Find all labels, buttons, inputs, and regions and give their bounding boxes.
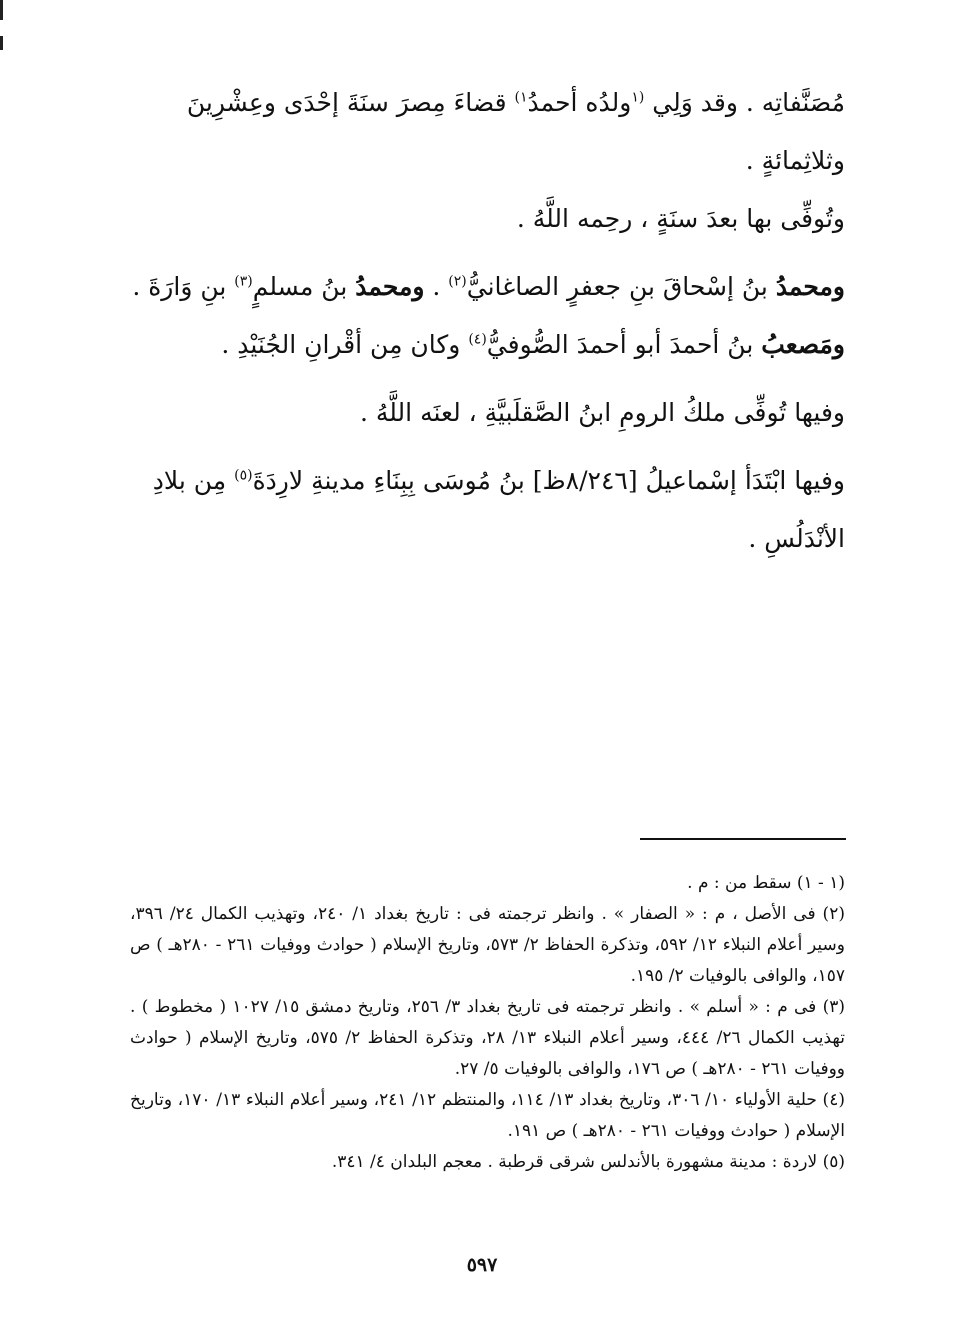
footnote-ref-1-open[interactable]: (١ (631, 89, 645, 106)
paragraph-1: مُصَنَّفاتِه . وقد وَلِي $^{(١}$ولدُه أحمدُ$^{١)}$ قضاءَ مِصرَ سنَةَ إحْدَى وعِشْرِينَ وثلاثِمائةٍ . وتُوفِّى بها بعدَ سنَةٍ ، رحِمه اللَّهُ . (186, 88, 845, 233)
name-muhammad-2: ومحمدُ (355, 272, 425, 301)
name-muhammad-1: ومحمدُ (775, 272, 845, 301)
page-number: ٥٩٧ (466, 1254, 498, 1276)
footnote-ref-1-close[interactable]: ١) (514, 89, 528, 106)
footnote-5: (٥) لاردة : مدينة مشهورة بالأندلس شرقى قرطبة . معجم البلدان ٤/ ٣٤١. (331, 1152, 845, 1172)
footnote-1: (١ - ١) سقط من : م . (687, 873, 845, 893)
footnote-4: (٤) حلية الأولياء ١٠/ ٣٠٦، وتاريخ بغداد ١٣/ ١١٤، والمنتظم ١٢/ ٢٤١، وسير أعلام النبلاء ١٣/ ١٧٠، وتاريخ الإسلام ( حوادث ووفيات ٢٦١ - ٢٨٠هـ ) ص ١٩١. (130, 1090, 845, 1141)
footnote-ref-2[interactable]: (٢) (448, 273, 467, 290)
name-musab: ومَصعبُ (761, 330, 845, 359)
footnote-ref-5[interactable]: (٥) (234, 467, 253, 484)
footnote-3: (٣) فى م : « أسلم » . وانظر ترجمته فى تاريخ بغداد ٣/ ٢٥٦، وتاريخ دمشق ١٥/ ١٠٢٧ ( مخطوط ) . تهذيب الكمال ٢٦/ ٤٤٤، وسير أعلام النبلاء ١٣/ ٢٨، وتذكرة الحفاظ ٢/ ٥٧٥، وتاريخ الإسلام ( حوادث ووفيات ٢٦١ - ٢٨٠هـ ) ص ١٧٦، والوافى بالوفيات ٥/ ٢٧. (130, 997, 846, 1079)
main-text (130, 74, 845, 568)
paragraph-2: ومحمدُ بنُ إسْحاقَ بنِ جعفرٍ الصاغانيُّ$^{(٢)}$ . ومحمدُ بنُ مسلمٍ$^{(٣)}$ بنِ وَارَةَ . ومَصعبُ بنُ أحمدَ أبو أحمدَ الصُّوفيُّ$^{(٤)}$ وكان مِن أقْرانِ الجُنَيْدِ . (132, 272, 845, 359)
footnote-ref-3[interactable]: (٣) (234, 273, 253, 290)
footnote-divider (640, 838, 846, 840)
paragraph-3: وفيها تُوفِّى ملكُ الرومِ ابنُ الصَّقلَبيَّةِ ، لعنَه اللَّهُ . (359, 398, 845, 427)
scan-edge-mark (0, 0, 3, 20)
footnote-ref-4[interactable]: (٤) (468, 331, 487, 348)
scan-edge-mark (0, 36, 3, 50)
footnote-2: (٢) فى الأصل ، م : « الصفار » . وانظر ترجمته فى : تاريخ بغداد ١/ ٢٤٠، وتهذيب الكمال ٢٤/ ٣٩٦، وسير أعلام النبلاء ١٢/ ٥٩٢، وتذكرة الحفاظ ٢/ ٥٧٣، وتاريخ الإسلام ( حوادث ووفيات ٢٦١ - ٢٨٠هـ ) ص ١٥٧، والوافى بالوفيات ٢/ ١٩٥. (130, 904, 845, 986)
paragraph-4: وفيها ابْتَدَأ إسْماعيلُ [٨/٢٤٦ظ] بنُ مُوسَى بِبِنَاءِ مدينةِ لارِدَةَ$^{(٥)}$ مِن بلادِ الأنْدَلُسِ . (152, 466, 845, 553)
footnotes (130, 868, 845, 1178)
